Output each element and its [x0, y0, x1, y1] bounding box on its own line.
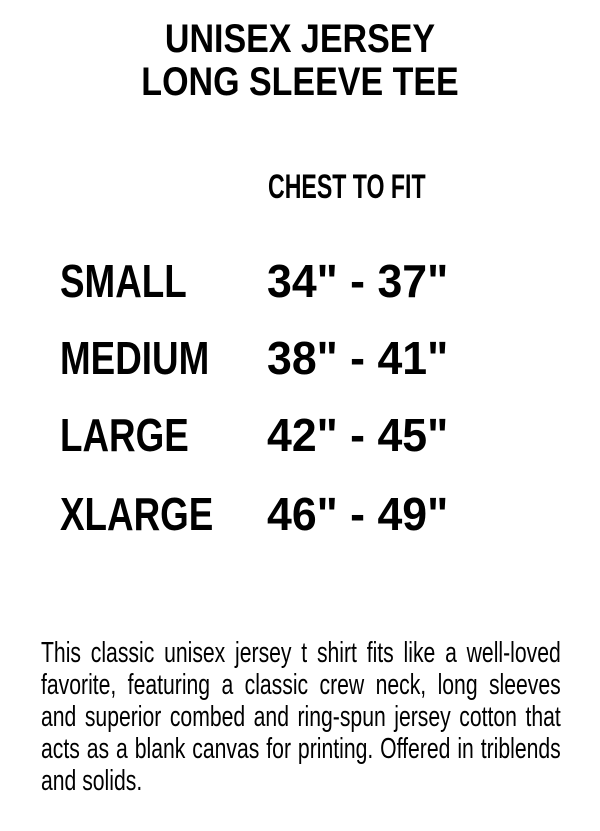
description-line-3: and superior combed and ring-spun jersey cotton that — [41, 701, 561, 733]
product-description — [41, 637, 561, 797]
description-line-2: favorite, featuring a classic crew neck, long sleeves — [41, 669, 561, 701]
chest-range-small: 34" - 37" — [267, 255, 449, 307]
size-label-medium: MEDIUM — [60, 332, 210, 384]
chest-range-xlarge: 46" - 49" — [267, 488, 449, 540]
size-row-medium — [0, 332, 600, 384]
size-row-large — [0, 409, 600, 461]
size-label-small: SMALL — [60, 255, 187, 307]
page-title — [45, 18, 555, 104]
chest-range-large: 42" - 45" — [267, 409, 449, 461]
description-line-5: and solids. — [41, 765, 143, 797]
size-label-xlarge: XLARGE — [60, 488, 214, 540]
size-row-small — [0, 255, 600, 307]
description-line-1: This classic unisex jersey t shirt fits like a well-loved — [41, 637, 561, 669]
description-line-4: acts as a blank canvas for printing. Offered in triblends — [41, 733, 561, 765]
size-label-large: LARGE — [60, 409, 189, 461]
chest-to-fit-column-header: CHEST TO FIT — [268, 168, 426, 206]
page-title-line-2: LONG SLEEVE TEE — [141, 60, 459, 104]
page-title-line-1: UNISEX JERSEY — [164, 17, 436, 61]
size-row-xlarge — [0, 488, 600, 540]
chest-range-medium: 38" - 41" — [267, 332, 449, 384]
